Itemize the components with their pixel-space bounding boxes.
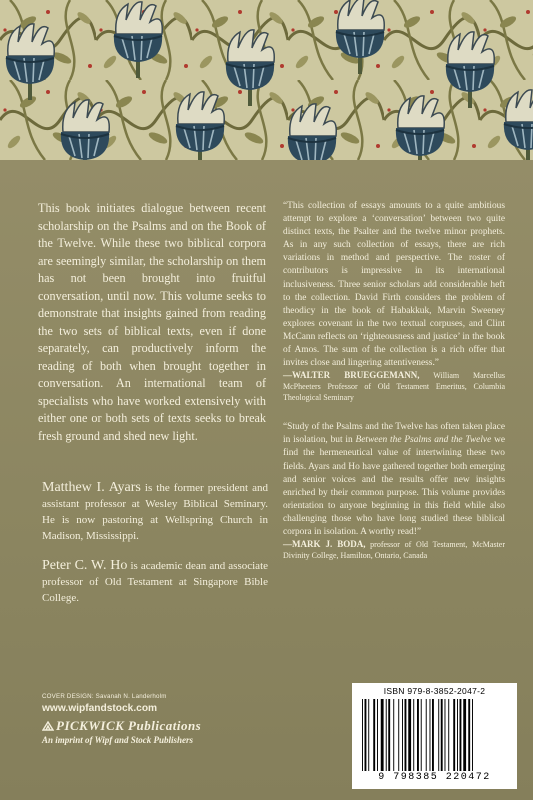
barcode-bar [460,699,462,771]
isbn-label: ISBN 979-8-3852-2047-2 [383,686,486,696]
publisher-name [42,718,282,734]
barcode-bar [377,699,378,771]
publisher-url[interactable]: www.wipfandstock.com [42,703,158,714]
endorsement-text: “This collection of essays amounts to a quite ambitious attempt to explore a ‘conversation’ between two quite distinct texts, the Psalter and the twelve minor prophets. As in any such collection of essays, there are rich variations in method and perspective. The roster of contributors is impressive in its international inclusiveness. Three senior scholars add considerable heft to the collection. David Firth considers the problem of theodicy in the book of Habakkuk, Marvin Sweeney explores covenant in the two textual corpuses, and Clint McCann reflects on ‘righteousness and justice’ in the book of Amos. The sum of the collection is a rich offer that invites close and lingering attentiveness.” [283,201,505,369]
endorser-affiliation: professor of Old Testament, McMaster Divinity College, Hamilton, Ontario, Canada [283,540,505,561]
book-description: This book initiates dialogue between recent scholarship on the Psalms and on the Book of the Twelve. While these two biblical corpora are seemingly similar, the scholarship on them has not been brought into fruitful conversation, until now. This volume seeks to demonstrate that insights gained from reading the two sets of biblical texts, even if done separately, can productively inform the reading of both when brought together in conversation. An international team of specialists who have worked extensively with either one or both sets of texts seeks to break fresh ground and shed new light. [38,201,266,443]
barcode-bars [362,699,507,771]
barcode-bar [426,699,427,771]
barcode-number: 9 798385 220472 [378,772,491,783]
barcode-bar [408,699,411,771]
barcode-bar [373,699,375,771]
barcode-bar [362,699,363,771]
barcode-bar [457,699,458,771]
barcode-bar [398,699,399,771]
isbn-barcode [352,683,517,789]
barcode-bar [472,699,473,771]
endorsement-1 [283,200,505,403]
endorsement-text-part: “Study of the Psalms and the Twelve has often taken place in isolation, but in [283,422,505,446]
publisher-imprint: An imprint of Wipf and Stock Publishers [42,735,194,745]
author-bio-2 [42,558,268,606]
barcode-bar [448,699,449,771]
barcode-bar [388,699,390,771]
endorsement-text [283,421,505,539]
author-bio-1 [42,480,268,544]
endorsement-attribution [283,370,505,403]
barcode-bar [432,699,434,771]
barcode-bar [421,699,422,771]
book-title-italic: Between the Psalms and the Twelve [355,435,492,446]
endorser-name: —WALTER BRUEGGEMANN, [283,370,420,381]
barcode-bar [405,699,407,771]
author-bio-text: is academic dean and associate professor of Old Testament at Singapore Bible College. [42,560,269,604]
endorsement-text-part: we find the hermeneutical value of intertwining these two fields. Ayars and Ho have gathered together both emerging and senior voices and the results offer new insights enriched by their common purpose. This volume provides orientation to anyone beginning in this field while also challenging those who have long studied these biblical corpora in isolation. A worthy read!” [283,435,506,537]
barcode-bar [468,699,470,771]
endorser-name: —MARK J. BODA, [283,539,366,550]
publisher-name-text: PICKWICK Publications [56,718,202,733]
barcode-bar [413,699,414,771]
cover-floral-pattern [0,0,533,160]
endorsement-attribution [283,539,505,561]
barcode-bar [386,699,387,771]
author-name: Matthew I. Ayars [42,480,141,495]
barcode-bar [430,699,431,771]
barcode-bar [463,699,466,771]
author-name: Peter C. W. Ho [42,558,128,573]
barcode-bar [365,699,367,771]
barcode-bar [441,699,443,771]
barcode-bar [438,699,439,771]
barcode-bar [402,699,403,771]
endorser-affiliation: William Marcellus McPheeters Professor of Old Testament Emeritus, Columbia Theological Seminary [283,371,505,403]
endorsements-column [283,200,505,561]
endorsement-2 [283,421,505,561]
pickwick-logo-icon [42,721,54,731]
barcode-bar [368,699,369,771]
publisher-credits [42,693,282,745]
barcode-bar [445,699,446,771]
barcode-bar [393,699,394,771]
cover-design-credit: COVER DESIGN: Savanah N. Landerholm [42,693,167,700]
barcode-bar [417,699,419,771]
author-bio-text: is the former president and assistant professor at Wesley Biblical Seminary. He is now pastoring at Wellspring Church in Madison, Mississippi. [42,482,268,542]
barcode-bar [453,699,455,771]
barcode-bar [381,699,384,771]
